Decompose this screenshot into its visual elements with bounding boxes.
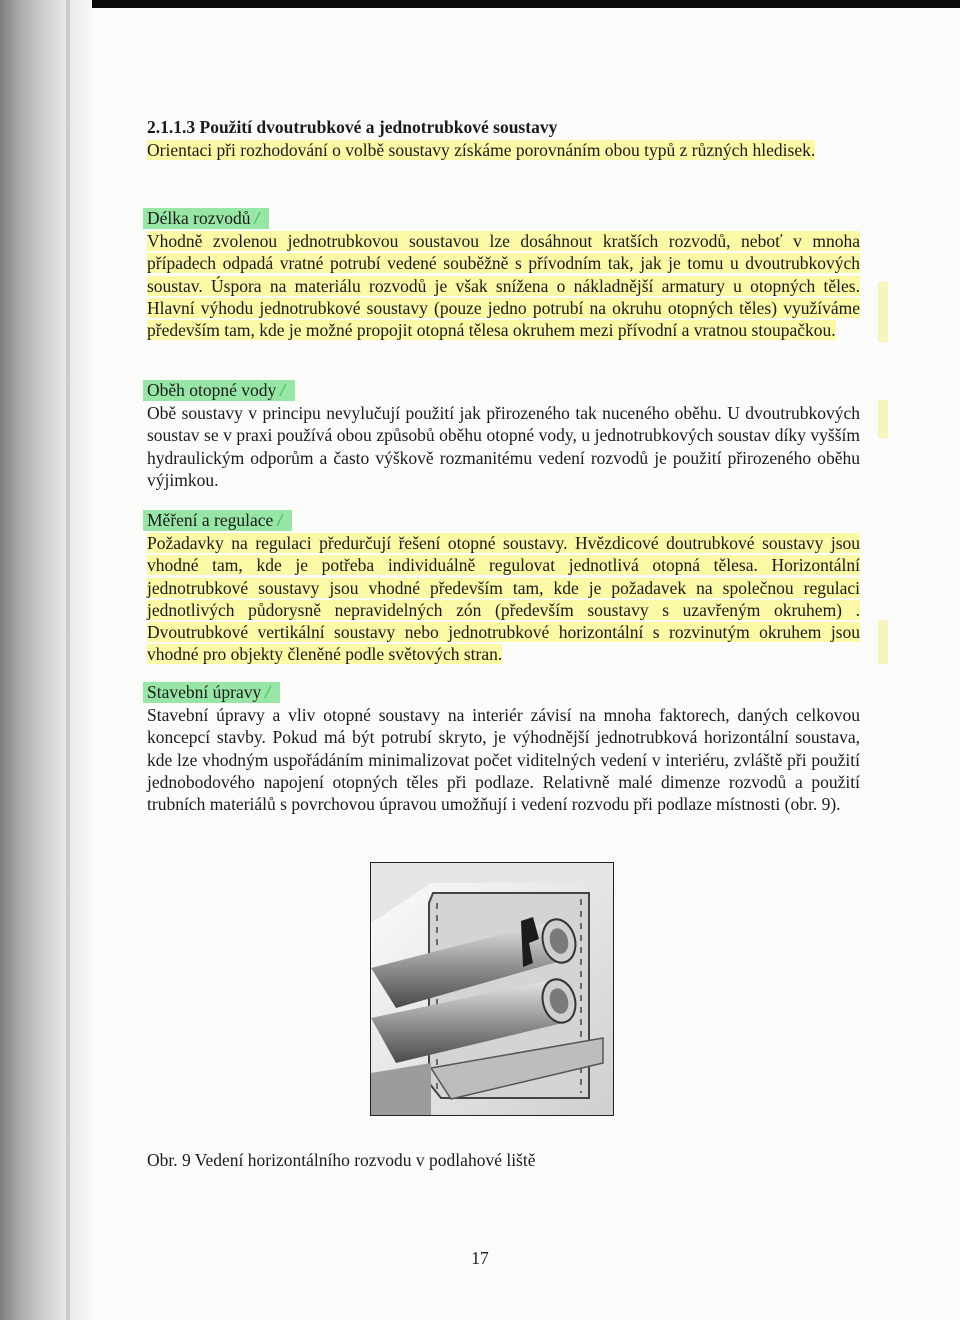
- section-title: [143, 510, 292, 531]
- page-content: [147, 116, 860, 815]
- bleed-through-marks: [860, 100, 900, 1200]
- section-paragraph-text: Obě soustavy v principu nevylučují použití jak přirozeného tak nuceného oběhu. U dvoutrubkových soustav se v praxi používá obou způsobů oběhu otopné vody, u jednotrubkových soustav díky vyšším hydraulickým odporům a často výškově rozmanitému vedení rozvodů je použití přirozeného oběhu výjimkou.: [147, 403, 860, 490]
- marker-tick-icon: /: [280, 380, 286, 400]
- intro-paragraph: [147, 139, 860, 161]
- section-title-text: Délka rozvodů: [147, 208, 251, 228]
- section-paragraph: [147, 230, 860, 341]
- section-paragraph: [147, 704, 860, 815]
- section-paragraph: [147, 532, 860, 666]
- section-paragraph: [147, 402, 860, 491]
- section-delka-rozvodu: [147, 208, 860, 341]
- intro-text: Orientaci při rozhodování o volbě soustavy získáme porovnáním obou typů z různých hledisek.: [147, 140, 816, 160]
- scan-binding-shadow: [0, 0, 92, 1320]
- scan-top-border: [0, 0, 960, 8]
- section-paragraph-text: Vhodně zvolenou jednotrubkovou soustavou lze dosáhnout kratších rozvodů, neboť v mnoha případech odpadá vratné potrubí vedené souběžně s přívodním tak, jak je tomu u dvoutrubkových soustav. Úspora na materiálu rozvodů je však snížena o nákladnější armatury u otopných těles. Hlavní výhodu jednotrubkové soustavy (pouze jedno potrubí na okruhu otopných těles) využíváme především tam, kde je možné propojit otopná tělesa okruhem mezi přívodní a vratnou stoupačkou.: [147, 231, 860, 341]
- floor-trunking-pipes-illustration: [371, 863, 613, 1115]
- section-heading: 2.1.1.3 Použití dvoutrubkové a jednotrubkové soustavy: [147, 117, 558, 137]
- section-title-text: Oběh otopné vody: [147, 380, 277, 400]
- section-title: [143, 380, 295, 401]
- section-paragraph-text: Stavební úpravy a vliv otopné soustavy na interiér závisí na mnoha faktorech, daných celkovou koncepcí stavby. Pokud má být potrubí skryto, je výhodnější jednotrubková horizontální soustava, kde lze vhodným uspořádáním minimalizovat počet viditelných vedení v interiéru, zvláště při použití jednobodového napojení otopných těles při podlaze. Relativně malé dimenze rozvodů a použití trubních materiálů s povrchovou úpravou umožňují i vedení rozvodu při podlaze místnosti (obr. 9).: [147, 705, 860, 815]
- page-number: 17: [471, 1248, 489, 1268]
- marker-tick-icon: /: [277, 510, 283, 530]
- section-title: [143, 208, 269, 229]
- section-mereni-a-regulace: [147, 510, 860, 666]
- figure-floor-trunking: [370, 862, 614, 1116]
- marker-tick-icon: /: [254, 208, 260, 228]
- section-title-text: Stavební úpravy: [147, 682, 262, 702]
- section-obeh-otopne-vody: [147, 380, 860, 491]
- marker-tick-icon: /: [265, 682, 271, 702]
- scan-binding-line: [66, 0, 70, 1320]
- section-title-text: Měření a regulace: [147, 510, 274, 530]
- figure-caption: Obr. 9 Vedení horizontálního rozvodu v podlahové liště: [147, 1150, 536, 1170]
- section-paragraph-text: Požadavky na regulaci předurčují řešení otopné soustavy. Hvězdicové doutrubkové soustavy jsou vhodné tam, kde je potřeba individuálně regulovat jednotlivá otopná tělesa. Horizontální jednotrubkové soustavy jsou vhodné především tam, kde je požadavek na společnou regulaci jednotlivých půdorysně nepravidelných zón (především soustavy s uzavřeným okruhem) . Dvoutrubkové vertikální soustavy nebo jednotrubkové horizontální s rozvinutým okruhem jsou vhodné pro objekty členěné podle světových stran.: [147, 533, 860, 665]
- section-stavebni-upravy: [147, 682, 860, 815]
- section-title: [143, 682, 280, 703]
